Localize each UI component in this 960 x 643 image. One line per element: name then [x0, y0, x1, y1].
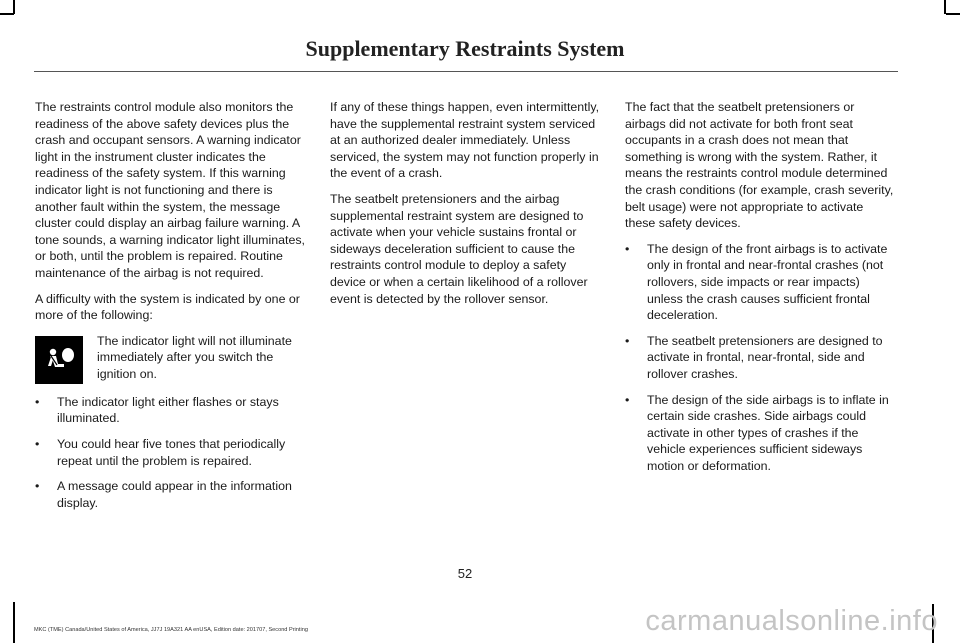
header-divider	[34, 71, 898, 72]
watermark: carmanualsonline.info	[645, 605, 938, 637]
crop-mark-top-right-v	[944, 0, 946, 14]
list-item	[625, 333, 897, 383]
page-title: Supplementary Restraints System	[305, 36, 625, 61]
crop-mark-top-left-h	[0, 13, 14, 15]
paragraph: A difficulty with the system is indicated by one or more of the following:	[35, 291, 300, 323]
edition-footer: MKC (TME) Canada/United States of America, JJ7J 19A321 AA enUSA, Edition date: 201707, Second Printing	[34, 627, 308, 633]
paragraph: The restraints control module also monitors the readiness of the above safety devices plus the crash and occupant sensors. A warning indicator light in the instrument cluster indicates the readiness of the safety system. If this warning indicator light is not functioning and there is another fault within the system, the message cluster could display an airbag failure warning. A tone sounds, a warning indicator light illuminates, or both, until the problem is repaired. Routine maintenance of the airbag is not required.	[35, 100, 305, 280]
crop-mark-top-left-v	[13, 0, 15, 14]
bullet-symbol: •	[625, 333, 630, 348]
bullet-symbol: •	[625, 392, 630, 407]
list-item-text: The seatbelt pretensioners are designed to activate in frontal, near-frontal, side and rollover crashes.	[647, 333, 883, 381]
bullet-symbol: •	[625, 241, 630, 256]
list-item-text: The design of the side airbags is to inflate in certain side crashes. Side airbags could activate in other types of crashes if the vehicle experiences sufficient sideways motion or deformation.	[647, 392, 889, 473]
text-column-left	[35, 99, 307, 520]
list-item	[625, 241, 897, 324]
list-item	[35, 394, 307, 427]
text-column-right	[625, 99, 897, 483]
list-item-text: The design of the front airbags is to activate only in frontal and near-frontal crashes (not rollovers, side impacts or rear impacts) unless the crash causes sufficient frontal deceleration.	[647, 241, 888, 323]
list-item	[625, 392, 897, 475]
bullet-symbol: •	[35, 394, 40, 409]
paragraph: The fact that the seatbelt pretensioners or airbags did not activate for both front seat occupants in a crash does not mean that something is wrong with the system. Rather, it means the restraints control module determined the crash conditions (for example, crash severity, belt usage) were not appropriate to activate these safety devices.	[625, 100, 894, 231]
list-item-text: You could hear five tones that periodically repeat until the problem is repaired.	[57, 436, 286, 468]
bullet-symbol: •	[35, 479, 40, 494]
page-number: 52	[457, 566, 473, 581]
indicator-text: The indicator light will not illuminate immediately after you switch the ignition on.	[97, 333, 292, 381]
paragraph: If any of these things happen, even intermittently, have the supplemental restraint system serviced at an authorized dealer immediately. Unless serviced, the system may not function properly in the event of a crash.	[330, 100, 600, 181]
crop-mark-bottom-left-v	[13, 602, 15, 643]
bullet-symbol: •	[35, 436, 40, 451]
text-column-middle	[330, 99, 602, 316]
paragraph: The seatbelt pretensioners and the airbag supplemental restraint system are designed to activate when your vehicle sustains frontal or sideways deceleration sufficient to cause the restraints control module to deploy a safety device or when a certain likelihood of a rollover event is detected by the rollover sensor.	[330, 191, 588, 306]
list-item	[35, 478, 307, 511]
airbag-warning-icon	[35, 336, 83, 384]
list-item-text: The indicator light either flashes or stays illuminated.	[57, 394, 279, 426]
list-item	[35, 436, 307, 469]
list-item-text: A message could appear in the information display.	[57, 479, 292, 510]
crop-mark-top-right-h	[946, 13, 960, 15]
indicator-note	[35, 333, 307, 384]
